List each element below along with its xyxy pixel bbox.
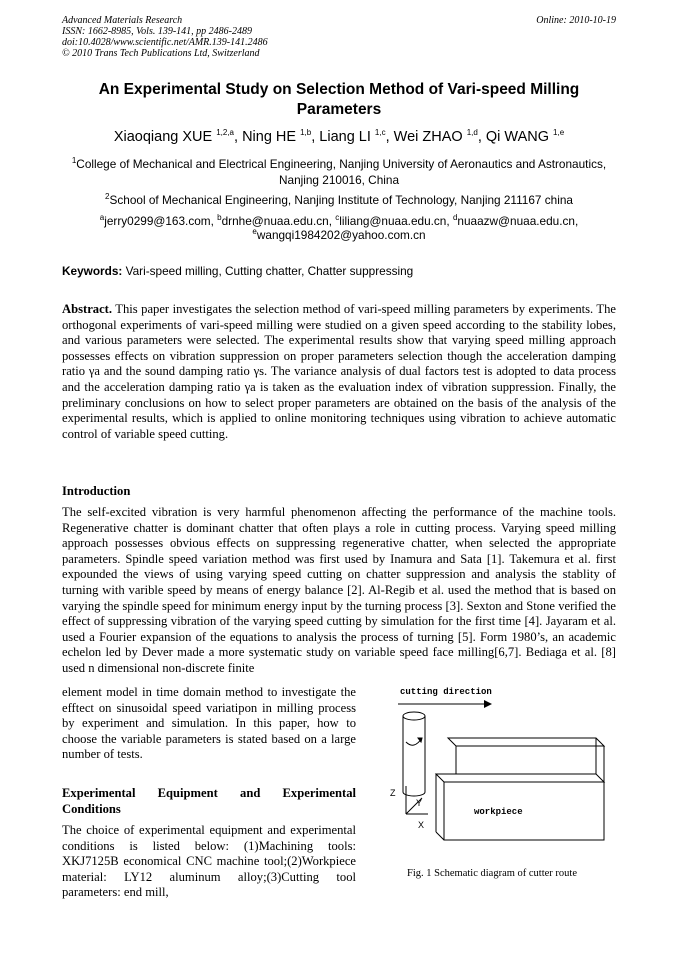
email[interactable]: liliang@nuaa.edu.cn, [339, 214, 450, 228]
cutting-direction-label: cutting direction [400, 687, 492, 697]
author-name: Wei ZHAO [393, 129, 463, 145]
author-sup: 1,b [300, 128, 312, 138]
direction-arrow [398, 700, 492, 708]
email-sup: e [252, 227, 257, 237]
end-mill-tool [403, 712, 425, 796]
author-sup: 1,c [374, 128, 386, 138]
email-sup: b [217, 213, 222, 223]
keywords-label: Keywords: [62, 264, 123, 278]
affiliation-text: College of Mechanical and Electrical Engineering, Nanjing University of Aeronautics and Astronautics, Nanjing 210016, China [76, 157, 607, 187]
affiliation-sup: 1 [71, 156, 77, 166]
doi-line: doi:10.4028/www.scientific.net/AMR.139-141.2486 [62, 37, 268, 48]
author-name: Liang LI [319, 129, 371, 145]
email-sup: c [335, 213, 340, 223]
cutter-route-diagram [376, 682, 612, 858]
axis-z-label: Z [390, 788, 396, 798]
affiliation-sup: 2 [105, 192, 110, 202]
author-name: Xiaoqiang XUE [113, 129, 213, 145]
page-header [62, 15, 616, 59]
email-sup: a [99, 213, 105, 223]
author-name: Qi WANG [485, 129, 550, 145]
abstract-text: This paper investigates the selection method of vari-speed milling parameters by experiments. The orthogonal experiments of vari-speed milling were studied on a given speed according to the stability lobes, and various parameters were selected. The experimental results show that varying speed milling approach possesses effects on vibration suppression on proper parameters selection though the acceleration damping ratio γa and the sound damping ratio γs. The variance analysis of dual factors test is adopted to data process and the acceleration damping ratio γa is taken as the evaluation index of vibration suppression. Finally, the preliminary conclusions on how to select proper parameters are obtained on the basis of the analysis of the experimental results, which is applied to online monitoring techniques using vibration to achieve automatic control of variable speed cutting. [62, 302, 616, 441]
email[interactable]: jerry0299@163.com, [104, 214, 214, 228]
email[interactable]: nuaazw@nuaa.edu.cn, [457, 214, 579, 228]
abstract-label: Abstract. [62, 302, 113, 316]
email[interactable]: wangqi1984202@yahoo.com.cn [256, 228, 426, 242]
affiliation-1 [62, 156, 616, 188]
equipment-text: The choice of experimental equipment and experimental conditions is listed below: (1)Machining tools: XKJ7125B economical CNC machine tool;(2)Workpiece material: LY12 aluminum alloy;(3)Cutting tool parameters: end mill, [62, 823, 356, 900]
issn-line: ISSN: 1662-8985, Vols. 139-141, pp 2486-2489 [62, 26, 252, 37]
keywords [62, 264, 616, 278]
equipment-heading: Experimental Equipment and Experimental Conditions [62, 786, 356, 816]
introduction-column-text: element model in time domain method to investigate the efftect on sinusoidal speed variatipon in milling process by experiment and simulation. In this paper, how to choose the variable parameters is stated based on a large number of tests. [62, 685, 356, 762]
author-sup: 1,d [466, 128, 478, 138]
keywords-text: Vari-speed milling, Cutting chatter, Chatter suppressing [125, 264, 414, 278]
author-list: Xiaoqiang XUE $^{1,2,a}$, Ning HE $^{1,b}$, Liang LI $^{1,c}$, Wei ZHAO $^{1,d}$, Qi WANG $^{1,e}$ [113, 128, 565, 145]
author-sup: 1,e [553, 128, 565, 138]
workpiece-label: workpiece [474, 807, 523, 817]
copyright-line: © 2010 Trans Tech Publications Ltd, Switzerland [62, 48, 260, 59]
abstract [62, 302, 616, 442]
email-list [62, 214, 616, 242]
axis-y-label: Y [416, 798, 423, 808]
online-date: Online: 2010-10-19 [536, 15, 616, 26]
figure-cutter-route [376, 682, 612, 858]
workpiece-block [436, 738, 604, 840]
paper-title: An Experimental Study on Selection Method of Vari-speed Milling Parameters [98, 81, 580, 118]
affiliation-text: School of Mechanical Engineering, Nanjing Institute of Technology, Nanjing 211167 china [109, 193, 573, 207]
email-sup: d [452, 213, 458, 223]
affiliation-2 [62, 192, 616, 208]
axis-x-label: X [418, 820, 425, 830]
introduction-text: The self-excited vibration is very harmful phenomenon affecting the performance of the machine tools. Regenerative chatter is dominant chatter that often plays a role in cutting process. Varying speed milling approach possesses obvious effects on suppressing regenerative chatter, when selected the appropriate parameters. Spindle speed variation method was first used by Inamura and Sata [1]. Takemura et al. first expounded the views of using varying speed cutting on chatter suppression and analysis the stablity of turning with varible speed by means of energy balance [2]. Al-Regib et al. used the method that is based on varying the spindle speed for minimum energy input by the turning process [3]. Sexton and Stone verified the effect of suppressing vibration of the varying speed cutting by simulation for the first time [4]. Jayaram et al. used a Fourier expansion of the equations to analysis the process of turning [5]. Form 1980’s, an academic echelon led by Dever made a more systematic study on variable speed face milling[6,7]. Bediaga et al. [8] used n dimensional non-discrete finite [62, 505, 616, 675]
author-sup: 1,2,a [216, 128, 234, 138]
author-name: Ning HE [242, 129, 297, 145]
introduction-heading: Introduction [62, 484, 131, 498]
figure-caption: Fig. 1 Schematic diagram of cutter route [407, 868, 577, 879]
journal-name: Advanced Materials Research [62, 15, 183, 26]
email[interactable]: drnhe@nuaa.edu.cn, [221, 214, 332, 228]
